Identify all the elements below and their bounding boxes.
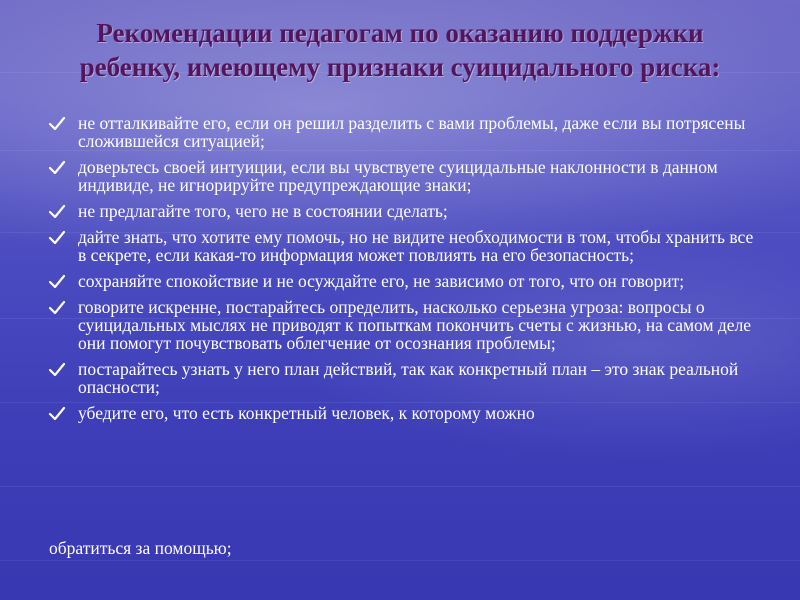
list-item xyxy=(0,202,800,220)
list-item xyxy=(0,272,800,290)
checkmark-icon xyxy=(48,299,66,317)
checkmark-icon xyxy=(48,273,66,291)
list-item-text: дайте знать, что хотите ему помочь, но не видите необходимости в том, чтобы хранить все в секрете, если какая-то информация может повлиять на его безопасность; xyxy=(78,227,754,265)
list-item xyxy=(0,360,800,396)
checkmark-icon xyxy=(48,115,66,133)
list-item-text: сохраняйте спокойствие и не осуждайте его, не зависимо от того, что он говорит; xyxy=(78,271,685,291)
list-item-text: не отталкивайте его, если он решил разделить с вами проблемы, даже если вы потрясены сложившейся ситуацией; xyxy=(78,113,746,151)
list-item-text: постарайтесь узнать у него план действий, так как конкретный план – это знак реальной опасности; xyxy=(78,359,739,397)
slide-title-line-2: ребенку, имеющему признаки суицидального риска: xyxy=(79,52,721,82)
slide-title-line-1: Рекомендации педагогам по оказанию поддержки xyxy=(96,18,704,48)
list-item xyxy=(0,404,800,422)
list-item-text: не предлагайте того, чего не в состоянии сделать; xyxy=(78,201,448,221)
checkmark-icon xyxy=(48,159,66,177)
recommendations-list xyxy=(0,114,800,430)
list-item xyxy=(0,158,800,194)
checkmark-icon xyxy=(48,361,66,379)
list-item-text: убедите его, что есть конкретный человек, к которому можно xyxy=(78,403,535,423)
checkmark-icon xyxy=(48,203,66,221)
checkmark-icon xyxy=(48,405,66,423)
slide-title xyxy=(20,16,780,84)
list-item-text: говорите искренне, постарайтесь определить, насколько серьезна угроза: вопросы о суицидальных мыслях не приводят к попыткам покончить счеты с жизнью, на самом деле они помогут почувствовать облегчение от осознания проблемы; xyxy=(78,297,752,353)
list-item xyxy=(0,228,800,264)
list-item-text: доверьтесь своей интуиции, если вы чувствуете суицидальные наклонности в данном индивиде, не игнорируйте предупреждающие знаки; xyxy=(78,157,718,195)
recommendation-continuation: обратиться за помощью; xyxy=(49,538,232,558)
list-item xyxy=(0,114,800,150)
list-item xyxy=(0,298,800,352)
checkmark-icon xyxy=(48,229,66,247)
